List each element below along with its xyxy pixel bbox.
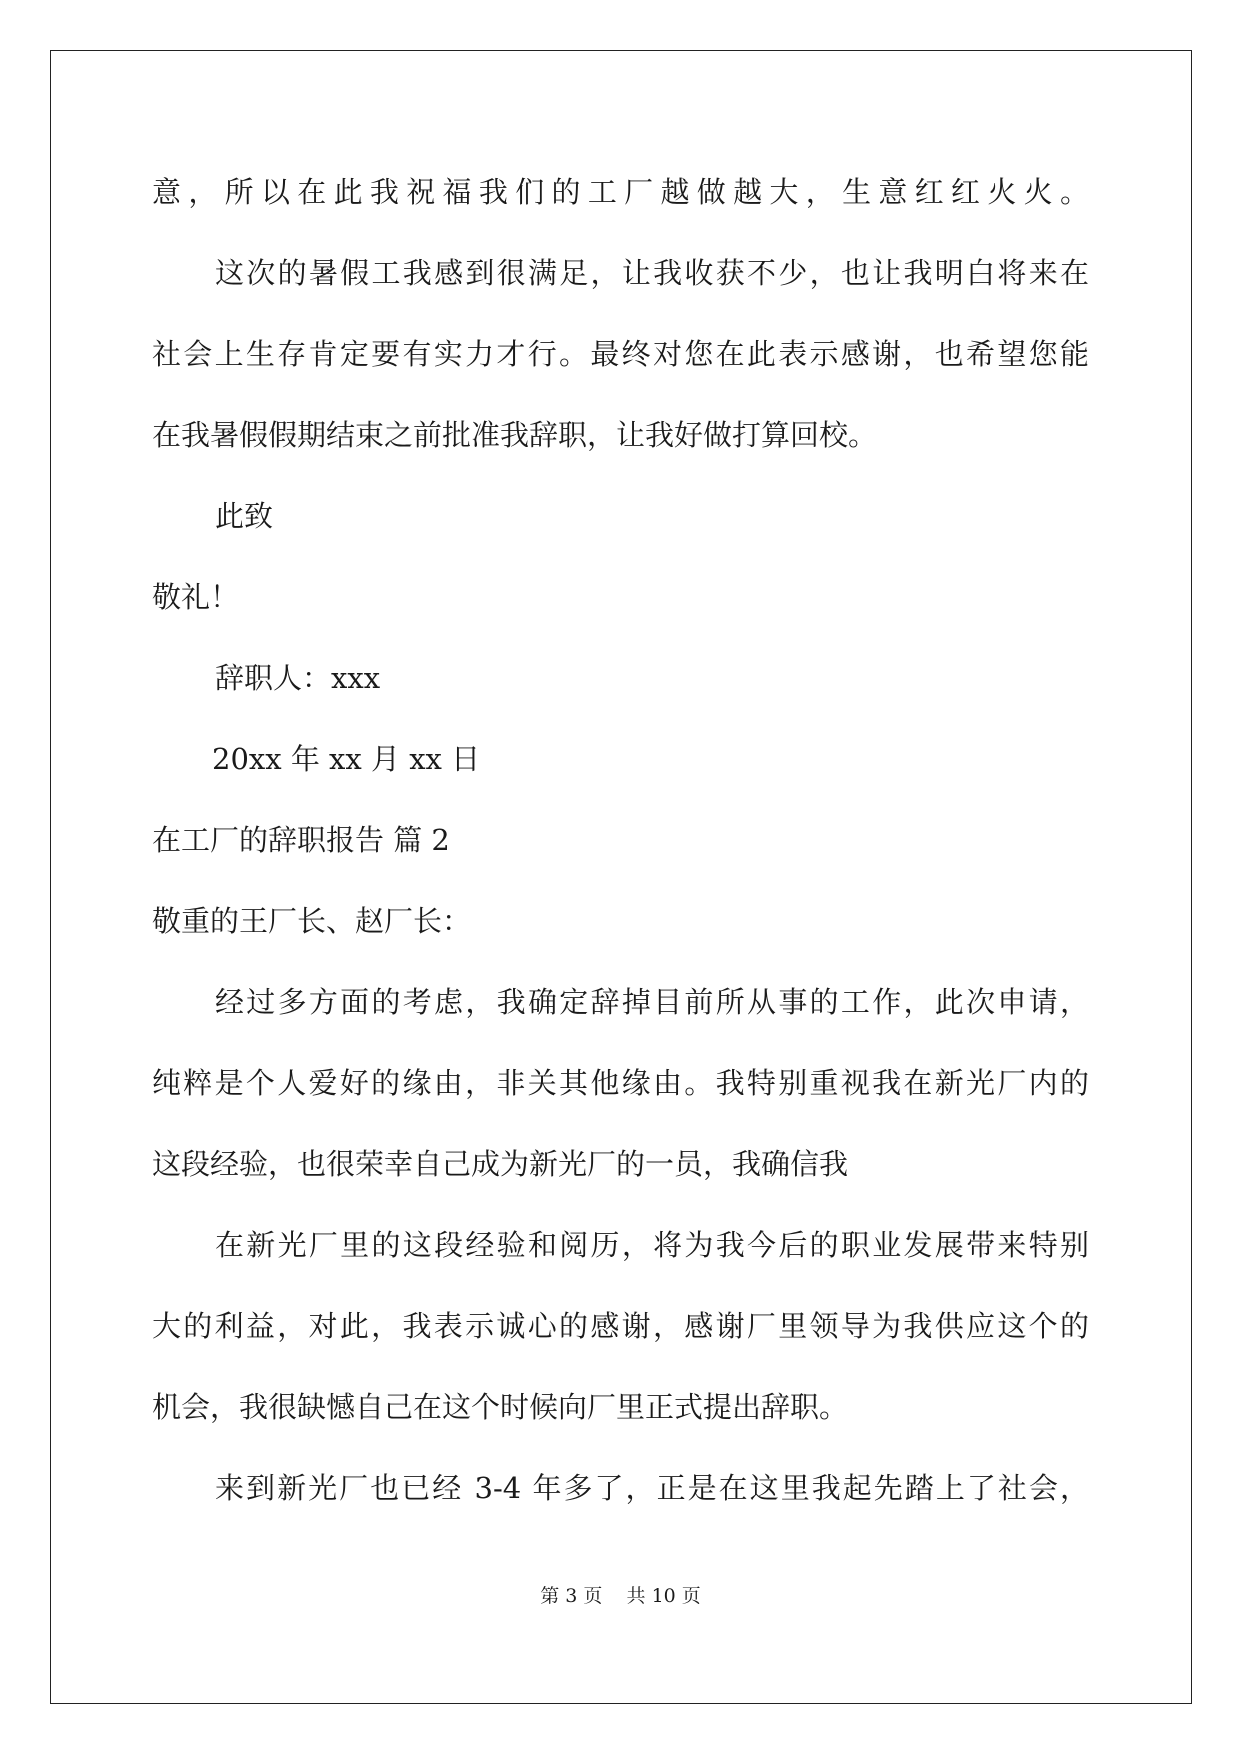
text-line: 来到新光厂也已经 3-4 年多了，正是在这里我起先踏上了社会， [215,1471,1089,1505]
text-line: 这段经验，也很荣幸自己成为新光厂的一员，我确信我 [152,1147,849,1181]
text-line: 意，所以在此我祝福我们的工厂越做越大，生意红红火火。 [152,175,1089,209]
text-line: 经过多方面的考虑，我确定辞掉目前所从事的工作，此次申请， [215,985,1089,1019]
section-heading: 在工厂的辞职报告 篇 2 [152,823,450,857]
text-line: 机会，我很缺憾自己在这个时候向厂里正式提出辞职。 [152,1390,849,1424]
text-line: 这次的暑假工我感到很满足，让我收获不少，也让我明白将来在 [215,256,1089,290]
text-line: 社会上生存肯定要有实力才行。最终对您在此表示感谢，也希望您能 [152,337,1089,371]
closing-phrase: 此致 [215,499,274,533]
text-line: 纯粹是个人爱好的缘由，非关其他缘由。我特别重视我在新光厂内的 [152,1066,1089,1100]
page-border [50,50,1192,1704]
page-number: 第 3 页 [540,1585,603,1607]
page-total: 共 10 页 [626,1585,701,1607]
text-line: 在我暑假假期结束之前批准我辞职，让我好做打算回校。 [152,418,878,452]
text-line: 在新光厂里的这段经验和阅历，将为我今后的职业发展带来特别 [215,1228,1089,1262]
salutation-closing: 敬礼！ [152,580,240,614]
addressee-line: 敬重的王厂长、赵厂长： [152,904,472,938]
text-line: 大的利益，对此，我表示诚心的感谢，感谢厂里领导为我供应这个的 [152,1309,1089,1343]
date-line: 20xx 年 xx 月 xx 日 [212,742,481,776]
page-footer [0,1581,1241,1608]
signature-line: 辞职人：xxx [215,661,381,695]
